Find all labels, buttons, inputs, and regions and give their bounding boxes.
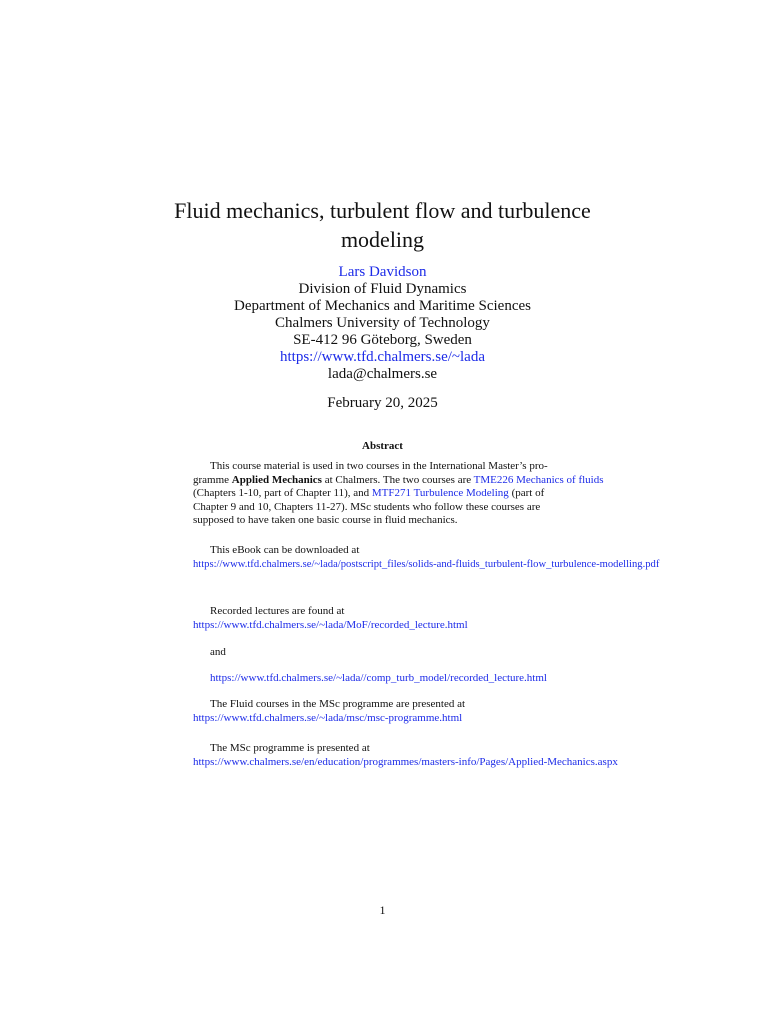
abstract-heading: Abstract [362, 440, 403, 452]
msc-programme-paragraph [193, 742, 618, 769]
abstract-p1-text: at Chalmers. The two courses are [321, 473, 474, 486]
course-link-mtf271[interactable]: MTF271 Turbulence Modeling [371, 487, 509, 499]
and-paragraph [193, 646, 575, 660]
ebook-text: This eBook can be downloaded at [210, 544, 360, 556]
author-email: lada@chalmers.se [327, 366, 438, 382]
abstract-p1-line-3 [193, 487, 575, 501]
abstract-p1-line-5: supposed to have taken one basic course in fluid mechanics. [193, 514, 458, 526]
fluid-courses-text: The Fluid courses in the MSc programme are presented at [210, 698, 466, 710]
lectures-paragraph [193, 605, 575, 632]
abstract-p1-line-1: This course material is used in two courses in the International Master’s pro- [210, 460, 548, 472]
author-name-link[interactable]: Lars Davidson [338, 264, 427, 280]
course-link-tme226[interactable]: TME226 Mechanics of fluids [473, 473, 604, 486]
fluid-courses-paragraph [193, 698, 575, 725]
author-department: Department of Mechanics and Maritime Sciences [234, 298, 531, 314]
author-homepage-line [150, 349, 615, 366]
abstract-p1-text: (Chapters 1-10, part of Chapter 11), and [193, 487, 372, 499]
document-date: February 20, 2025 [327, 395, 438, 411]
title-line-2: modeling [340, 227, 425, 252]
author-name-line [150, 264, 615, 281]
msc-programme-fluid-link[interactable]: https://www.tfd.chalmers.se/~lada/msc/msc-programme.html [193, 711, 463, 724]
author-address: SE-412 96 Göteborg, Sweden [293, 332, 472, 348]
lectures-mof-link[interactable]: https://www.tfd.chalmers.se/~lada/MoF/recorded_lecture.html [193, 618, 468, 631]
abstract-p1-text: (part of [508, 487, 545, 499]
and-text: and [210, 646, 226, 658]
msc-programme-link[interactable]: https://www.chalmers.se/en/education/programmes/masters-info/Pages/Applied-Mechanics.aspx [193, 755, 618, 768]
author-homepage-link[interactable]: https://www.tfd.chalmers.se/~lada [279, 349, 485, 365]
ebook-paragraph [193, 544, 660, 571]
programme-name: Applied Mechanics [231, 473, 322, 486]
abstract-p1-text: gramme [193, 473, 232, 486]
document-title [150, 196, 615, 254]
page-number: 1 [379, 903, 386, 917]
msc-programme-text: The MSc programme is presented at [210, 742, 370, 754]
lectures-text: Recorded lectures are found at [210, 605, 345, 617]
ebook-download-link[interactable]: https://www.tfd.chalmers.se/~lada/postscript_files/solids-and-fluids_turbulent-flow_turbulence-modelling.pdf [193, 558, 660, 570]
author-university: Chalmers University of Technology [275, 315, 490, 331]
author-division: Division of Fluid Dynamics [298, 281, 467, 297]
abstract-p1-line-2 [193, 473, 604, 488]
lectures-turb-link[interactable]: https://www.tfd.chalmers.se/~lada//comp_turb_model/recorded_lecture.html [210, 672, 547, 684]
abstract-p1-line-4: Chapter 9 and 10, Chapters 11-27). MSc students who follow these courses are [193, 500, 541, 513]
abstract-paragraph-1 [193, 460, 604, 528]
title-line-1: Fluid mechanics, turbulent flow and turbulence [174, 198, 591, 223]
lectures-turb-paragraph [193, 672, 575, 686]
